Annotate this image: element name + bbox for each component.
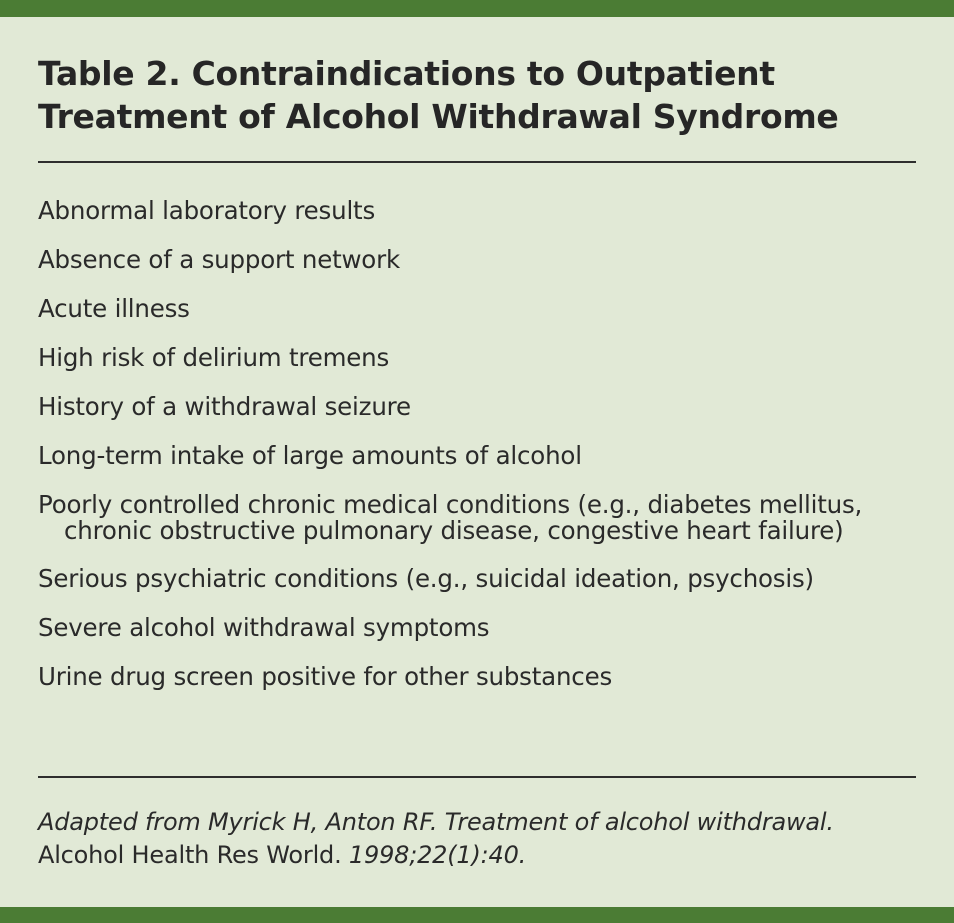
list-item: History of a withdrawal seizure [38, 392, 411, 421]
table-title [38, 52, 918, 138]
contraindication-list [38, 198, 918, 713]
footnote-source-line: Adapted from Myrick H, Anton RF. Treatment of alcohol withdrawal. [38, 808, 834, 836]
footnote-journal: Alcohol Health Res World. [38, 841, 342, 869]
list-item: Long-term intake of large amounts of alcohol [38, 441, 582, 470]
top-accent-bar [0, 0, 954, 17]
list-item: Serious psychiatric conditions (e.g., suicidal ideation, psychosis) [38, 564, 814, 593]
list-item: Severe alcohol withdrawal symptoms [38, 613, 490, 642]
list-item: Poorly controlled chronic medical conditions (e.g., diabetes mellitus, chronic obstructive pulmonary disease, congestive heart failure) [38, 490, 863, 545]
list-item: Urine drug screen positive for other substances [38, 662, 613, 691]
title-divider [38, 161, 916, 163]
source-footnote [38, 806, 928, 872]
list-item: Acute illness [38, 294, 190, 323]
footnote-divider [38, 776, 916, 778]
list-item: High risk of delirium tremens [38, 343, 390, 372]
title-line-2: Treatment of Alcohol Withdrawal Syndrome [38, 97, 839, 136]
bottom-accent-bar [0, 907, 954, 923]
list-item: Abnormal laboratory results [38, 196, 376, 225]
list-item: Absence of a support network [38, 245, 400, 274]
title-line-1: Table 2. Contraindications to Outpatient [38, 54, 775, 93]
footnote-citation: 1998;22(1):40. [341, 841, 527, 869]
